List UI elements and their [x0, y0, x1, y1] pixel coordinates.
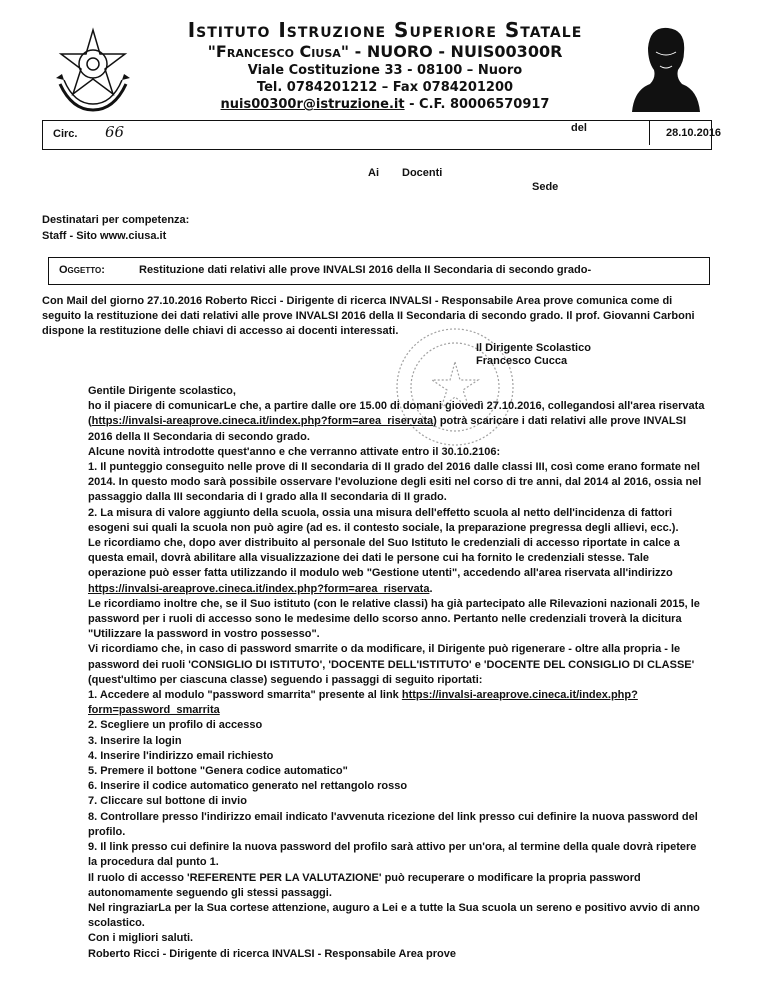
subject-label: Oggetto: — [59, 264, 105, 276]
body-paragraph: Il ruolo di accesso 'REFERENTE PER LA VALUTAZIONE' può recuperare o modificare la propria password autonomamente seguendo gli stessi passaggi. — [88, 871, 641, 899]
list-item: 3. Inserire la login — [88, 734, 182, 747]
destinatari-label: Destinatari per competenza: — [42, 214, 190, 226]
body-paragraph: Alcune novità introdotte quest'anno e che verranno attivate entro il 30.10.2106: — [88, 445, 501, 458]
list-item: 1. Il punteggio conseguito nelle prove di II secondaria di II grado del 2016 dalle classi III, così come erano formate nel 2014. In questo modo sarà possibile osservare l'evoluzione degli esiti nel corso di tre anni, dal 2014 al 2016, ossia nel passaggio dalla III secondaria di I grado alla II secondaria di II grado. — [88, 461, 702, 504]
intro-paragraph: Con Mail del giorno 27.10.2016 Roberto Ricci - Dirigente di ricerca INVALSI - Responsabile Area prove comunica come di seguito la restituzione dei dati relativi alle prove INVALSI 2016 della II Secondaria di secondo grado. Il prof. Giovanni Carboni dispone la restituzione delle chiavi di accesso ai docenti interessati. — [42, 295, 695, 337]
area-riservata-link[interactable]: https://invalsi-areaprove.cineca.it/index.php?form=area_riservata — [91, 415, 434, 428]
circ-date: 28.10.2016 — [666, 127, 722, 139]
signature-name: Francesco Cucca — [476, 355, 568, 367]
body-paragraph: Vi ricordiamo che, in caso di password smarrite o da modificare, il Dirigente può rigenerare - oltre alla propria - le password dei ruoli 'CONSIGLIO DI ISTITUTO', 'DOCENTE DELL'ISTITUTO' e 'DOCENTE DEL CONSIGLIO DI CLASSE' (quest'ultimo per ciascuna classe) seguendo i passaggi di seguito riportati: — [88, 643, 695, 686]
recipients-ai: Ai — [368, 167, 379, 179]
school-address: Viale Costituzione 33 - 08100 – Nuoro — [247, 63, 523, 78]
school-cf: - C.F. 80006570917 — [404, 97, 550, 112]
school-header — [140, 18, 630, 113]
list-item: 1. Accedere al modulo "password smarrita" presente al link https://invalsi-areaprove.cineca.it/index.php?form=password_smarrita — [88, 689, 638, 717]
recipients-docenti: Docenti — [402, 167, 443, 179]
circ-number: 66 — [105, 123, 125, 141]
school-name: Istituto Istruzione Superiore Statale — [187, 18, 583, 42]
list-item: 2. La misura di valore aggiunto della scuola, ossia una misura dell'effetto scuola al netto dell'incidenza di fattori esogeni sui quali la scuola non può agire (ad es. il contesto sociale, la preparazione pregressa degli allievi, ecc.). — [88, 506, 679, 534]
area-riservata-link-2[interactable]: https://invalsi-areaprove.cineca.it/index.php?form=area_riservata — [88, 582, 430, 595]
recipients-sede: Sede — [532, 181, 559, 193]
circ-del-label: del — [571, 122, 587, 134]
list-item: 9. Il link presso cui definire la nuova password del profilo sarà attivo per un'ora, al termine della quale dovrà ripetere la procedura dal punto 1. — [88, 841, 697, 869]
signature-title: Il Dirigente Scolastico — [476, 342, 591, 354]
email-body — [88, 384, 708, 962]
list-item: 8. Controllare presso l'indirizzo email indicato l'avvenuta ricezione del link presso cui definire la nuova password del profilo. — [88, 810, 698, 838]
italian-republic-emblem-icon — [52, 24, 134, 114]
greeting: Gentile Dirigente scolastico, — [88, 385, 236, 397]
signature-block — [476, 342, 591, 368]
body-paragraph: Le ricordiamo inoltre che, se il Suo istituto (con le relative classi) ha già partecipato alle Rilevazioni nazionali 2015, le password per i ruoli di accesso sono le medesime dello scorso anno. Pertanto nelle credenziali troverà la dicitura "Utilizzare la password in vostro possesso". — [88, 597, 700, 641]
subject-box — [48, 257, 710, 285]
circular-box — [42, 120, 722, 150]
body-paragraph: Le ricordiamo che, dopo aver distribuito al personale del Suo Istituto le credenziali di accesso riportate in calce a questa email, dovrà abilitare alla visualizzazione dei dati le persone cui ha fornito le credenziali stesse. Tale operazione può esser fatta utilizzando il modulo web "Gestione utenti", accedendo all'area riservata all'indirizzo https://invalsi-areaprove.cineca.it/index.php?form=area_riservata. — [88, 537, 680, 595]
school-phone-fax: Tel. 0784201212 – Fax 0784201200 — [256, 80, 514, 95]
list-item: 7. Cliccare sul bottone di invio — [88, 795, 247, 808]
circ-label: Circ. — [53, 128, 78, 140]
body-paragraph: ho il piacere di comunicarLe che, a partire dalle ore 15.00 di domani giovedì 27.10.2016, collegandosi all'area riservata (https://invalsi-areaprove.cineca.it/index.php?form=area_riservata) potrà scaricare i dati relativi alle prove INVALSI 2016 della II Secondaria di secondo grado. — [88, 400, 705, 443]
portrait-bust-icon — [626, 22, 704, 116]
school-email-link[interactable]: nuis00300r@istruzione.it — [220, 97, 405, 112]
list-item: 4. Inserire l'indirizzo email richiesto — [88, 749, 274, 762]
subject-text: Restituzione dati relativi alle prove INVALSI 2016 della II Secondaria di secondo grado- — [139, 264, 592, 276]
circ-date-cell — [649, 121, 721, 145]
body-paragraph: Nel ringraziarLa per la Sua cortese attenzione, auguro a Lei e a tutte la Sua scuola un sereno e positivo avvio di anno scolastico. — [88, 901, 700, 930]
school-email-cf — [140, 96, 630, 113]
list-item: 6. Inserire il codice automatico generato nel rettangolo rosso — [88, 780, 408, 793]
list-item: 5. Premere il bottone "Genera codice automatico" — [88, 765, 348, 778]
password-smarrita-link[interactable]: https://invalsi-areaprove.cineca.it/index.php?form=password_smarrita — [88, 689, 638, 717]
school-subtitle: "Francesco Ciusa" - NUORO - NUIS00300R — [207, 42, 563, 61]
closing: Con i migliori saluti. — [88, 932, 194, 945]
destinatari-value: Staff - Sito www.ciusa.it — [42, 230, 167, 242]
sender-signature: Roberto Ricci - Dirigente di ricerca INVALSI - Responsabile Area prove — [88, 947, 456, 960]
list-item: 2. Scegliere un profilo di accesso — [88, 719, 263, 732]
